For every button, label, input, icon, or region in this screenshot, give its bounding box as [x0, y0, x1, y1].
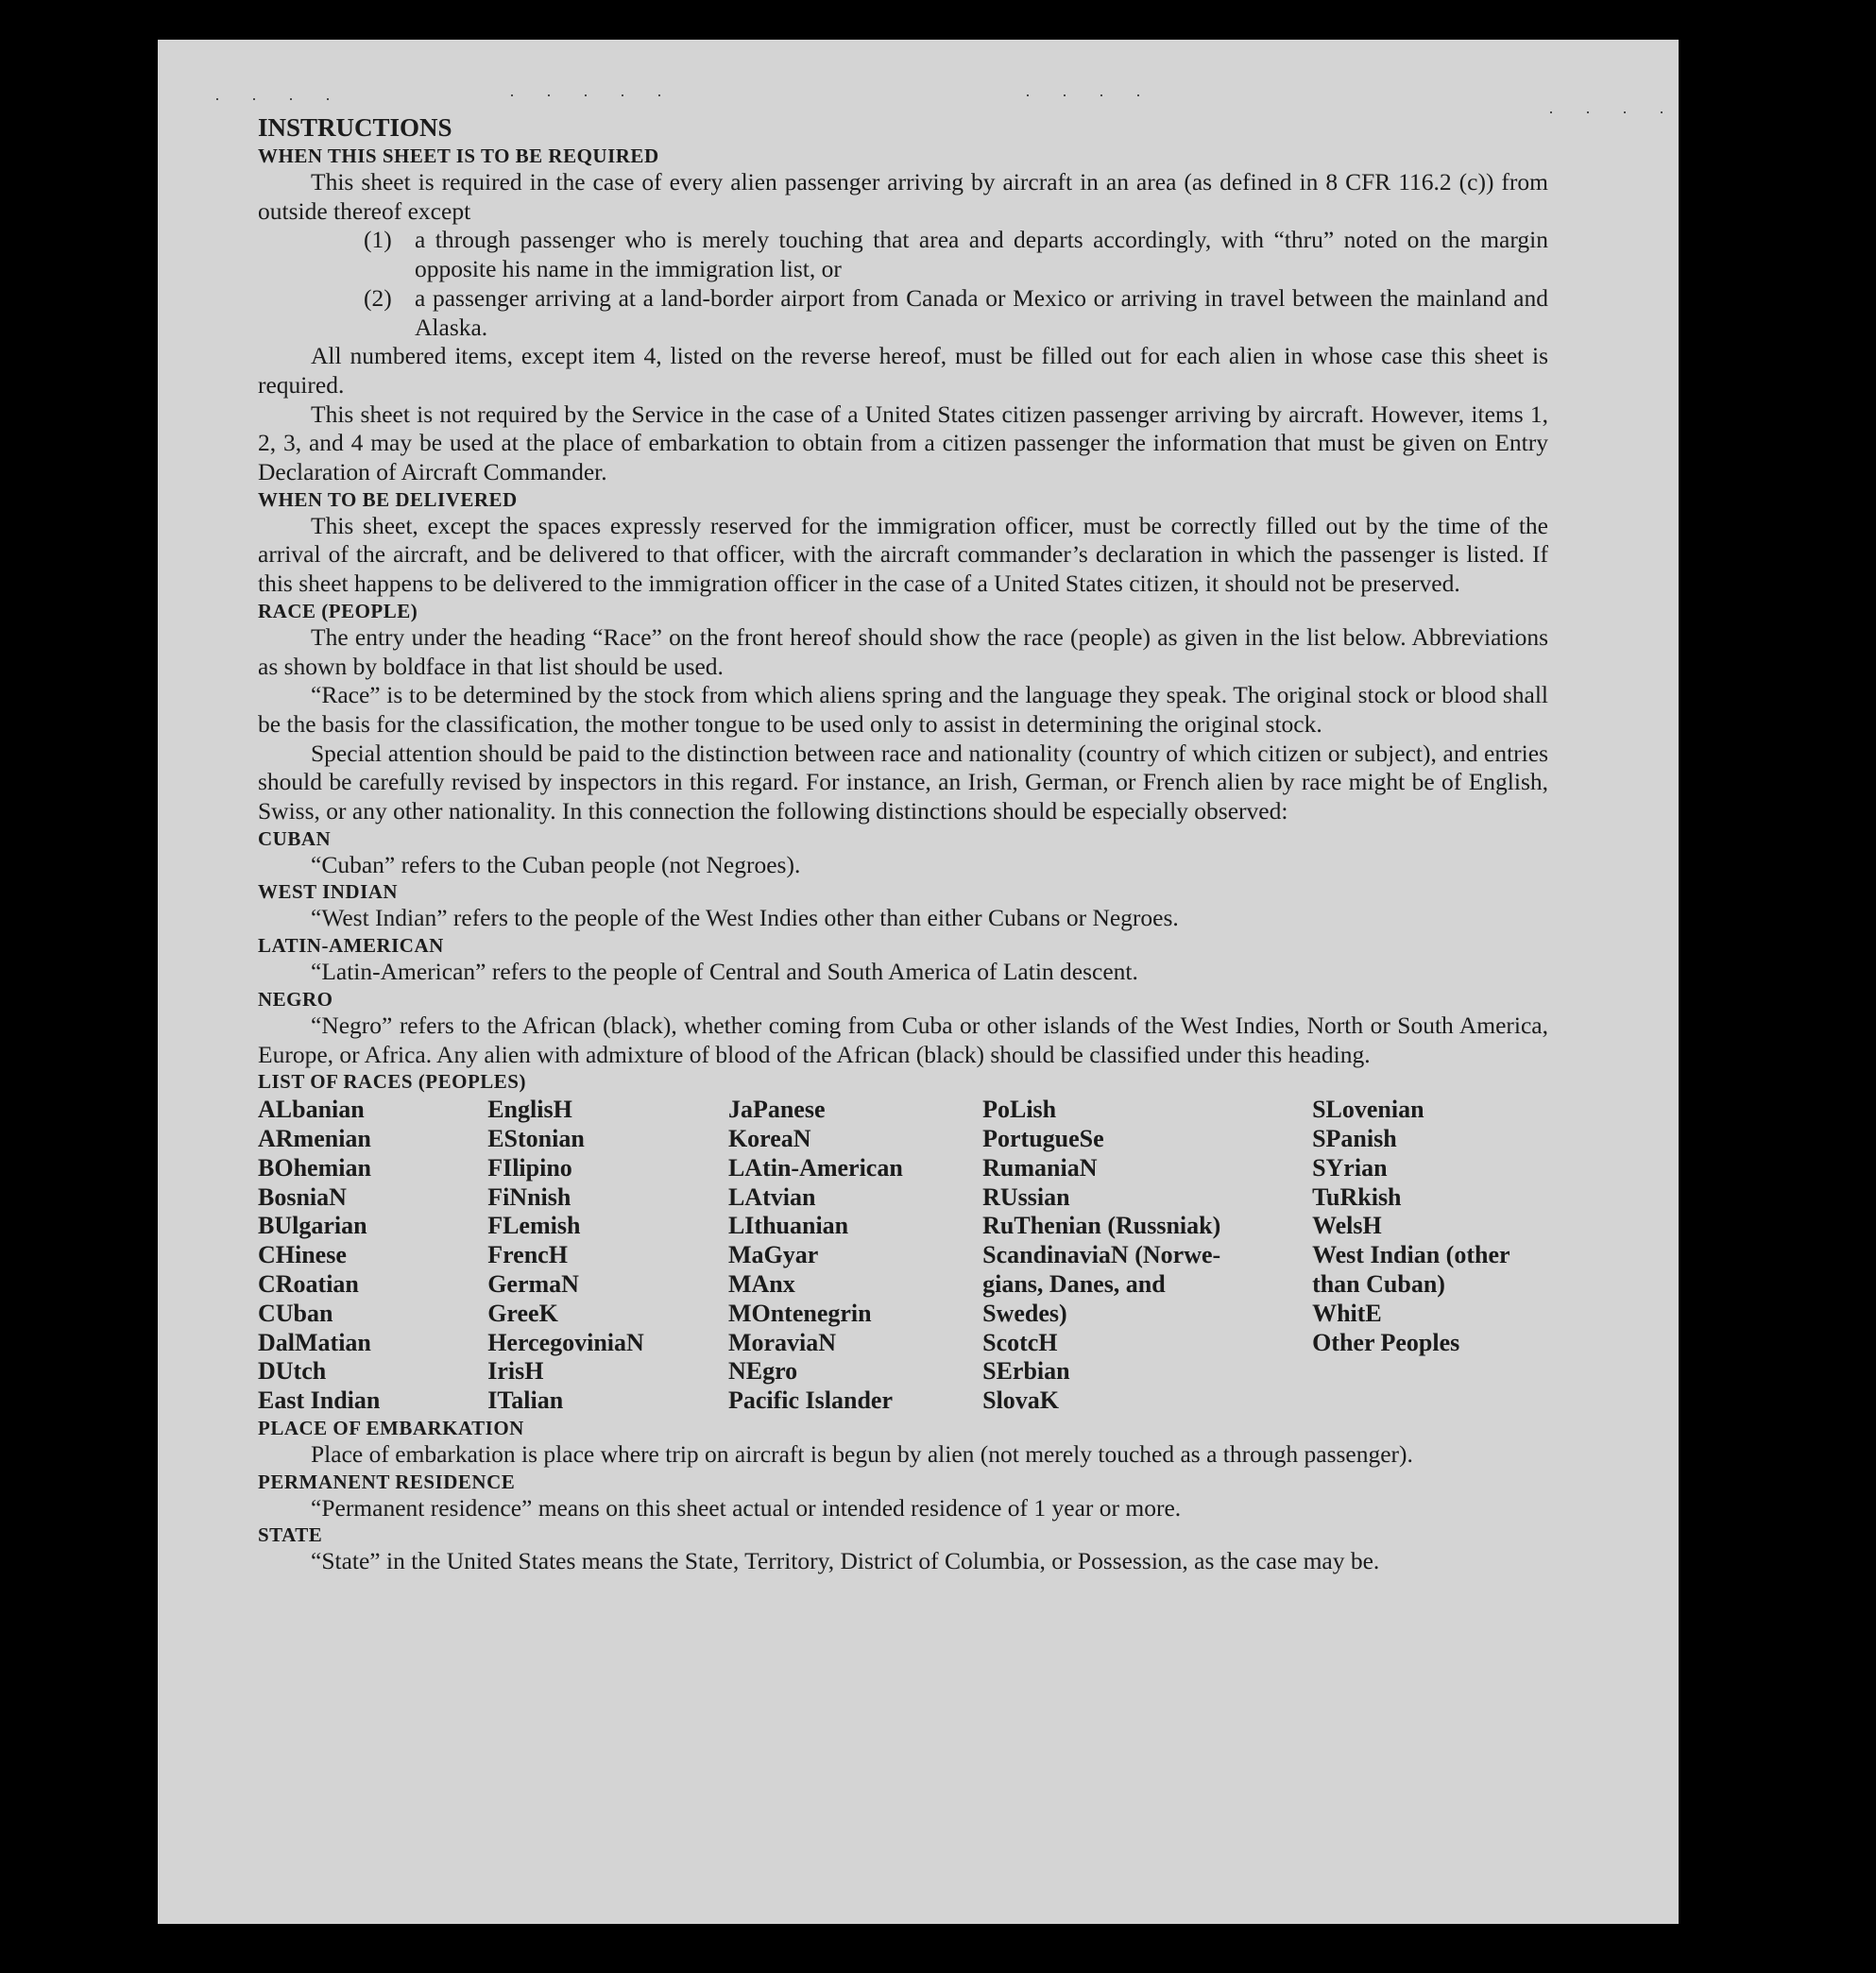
race-entry: GreeK — [487, 1299, 558, 1327]
race-entry: BOhemian — [258, 1153, 371, 1182]
race-entry: ALbanian — [258, 1096, 365, 1124]
race-entry: LAtin-American — [727, 1153, 903, 1182]
race-entry: FrencH — [487, 1241, 568, 1269]
race-entry: TuRkish — [1312, 1182, 1402, 1211]
race-entry: CHinese — [258, 1241, 347, 1269]
race-entry: MOntenegrin — [727, 1299, 872, 1327]
races-list — [258, 1096, 1548, 1416]
west-indian-paragraph: “West Indian” refers to the people of the West Indies other than either Cubans or Negroes. — [311, 904, 1179, 932]
race-entry: DUtch — [258, 1357, 327, 1386]
race-entry: GermaN — [487, 1270, 579, 1299]
embarkation-paragraph: Place of embarkation is place where trip on aircraft is begun by alien (not merely touched as a through passenger). — [311, 1440, 1413, 1469]
section-heading-embarkation: PLACE OF EMBARKATION — [258, 1417, 524, 1440]
section-heading-state: STATE — [258, 1523, 323, 1547]
race-entry: ARmenian — [258, 1125, 371, 1153]
race-entry: PortugueSe — [982, 1125, 1104, 1153]
document-sheet — [158, 40, 1679, 1924]
cuban-paragraph: “Cuban” refers to the Cuban people (not Negroes). — [311, 850, 801, 878]
negro-paragraph: “Negro” refers to the African (black), whether coming from Cuba or other islands of the West Indies, North or South America, Europe, or Africa. Any alien with admixture of blood of the African (black) should be classified under this heading. — [258, 1011, 1548, 1068]
races-column-3 — [728, 1096, 982, 1416]
race-paragraph-3: Special attention should be paid to the distinction between race and nationality (country of which citizen or subject), and entries should be carefully revised by inspectors in this regard. For instance, an Irish, German, or French alien by race might be of English, Swiss, or any other nationality. In this connection the following distinctions should be especially observed: — [258, 739, 1548, 825]
race-entry: East Indian — [258, 1386, 381, 1415]
race-entry: EnglisH — [487, 1096, 572, 1124]
section-heading-list-of-races: LIST OF RACES (PEOPLES) — [258, 1070, 526, 1094]
perforation-marks-mid: · · · · · — [509, 85, 675, 104]
race-entry: JaPanese — [727, 1096, 826, 1124]
race-entry: LIthuanian — [727, 1212, 849, 1240]
perforation-marks-right: · · · · — [1548, 102, 1678, 121]
race-entry: KoreaN — [727, 1125, 811, 1153]
section-heading-delivered: WHEN TO BE DELIVERED — [258, 487, 518, 511]
instructions-text — [258, 111, 1548, 1576]
race-paragraph-2: “Race” is to be determined by the stock from which aliens spring and the language they speak. The original stock or blood shall be the basis for the classification, the mother tongue to be used only to assist in determining the original stock. — [258, 681, 1548, 738]
state-paragraph: “State” in the United States means the State, Territory, District of Columbia, or Possession, as the case may be. — [311, 1547, 1380, 1575]
race-entry: FIlipino — [487, 1153, 572, 1182]
delivered-paragraph: This sheet, except the spaces expressly reserved for the immigration officer, must be correctly filled out by the time of the arrival of the aircraft, and be delivered to that officer, with the aircraft commander’s declaration in which the passenger is listed. If this sheet happens to be delivered to the immigration officer in the case of a United States citizen, it should not be preserved. — [258, 511, 1548, 598]
perforation-marks-left: · · · · — [214, 89, 344, 108]
race-entry: FLemish — [487, 1212, 581, 1240]
race-entry: ScandinaviaN (Norwe- gians, Danes, and Swedes) — [982, 1241, 1221, 1327]
race-entry: EStonian — [487, 1125, 585, 1153]
section-heading-negro: NEGRO — [258, 987, 333, 1011]
exception-item-2 — [258, 284, 1548, 342]
race-entry: RUssian — [982, 1182, 1070, 1211]
race-entry: WelsH — [1312, 1212, 1382, 1240]
race-entry: MaGyar — [727, 1241, 819, 1269]
residence-paragraph: “Permanent residence” means on this sheet actual or intended residence of 1 year or more. — [311, 1493, 1182, 1522]
races-column-5 — [1312, 1096, 1548, 1416]
race-entry: FiNnish — [487, 1182, 571, 1211]
section-heading-west-indian: WEST INDIAN — [258, 880, 399, 904]
latin-american-paragraph: “Latin-American” refers to the people of Central and South America of Latin descent. — [311, 958, 1138, 986]
race-entry: BosniaN — [258, 1182, 347, 1211]
race-entry: Pacific Islander — [727, 1386, 893, 1415]
race-entry: Other Peoples — [1312, 1328, 1460, 1356]
race-entry: HercegoviniaN — [487, 1328, 644, 1356]
section-heading-race: RACE (PEOPLE) — [258, 599, 418, 622]
races-column-2 — [487, 1096, 728, 1416]
section-heading-latin-american: LATIN-AMERICAN — [258, 934, 444, 958]
race-entry: SLovenian — [1312, 1096, 1424, 1124]
race-entry: ITalian — [487, 1386, 564, 1415]
races-column-4 — [982, 1096, 1312, 1416]
perforation-marks-center: · · · · — [1025, 85, 1154, 104]
section-heading-cuban: CUBAN — [258, 826, 332, 850]
race-entry: RumaniaN — [982, 1153, 1098, 1182]
race-entry: CUban — [258, 1299, 333, 1327]
exception-item-1 — [258, 226, 1548, 283]
race-entry: BUlgarian — [258, 1212, 367, 1240]
race-entry: NEgro — [727, 1357, 798, 1386]
race-entry: ScotcH — [982, 1328, 1058, 1356]
numbered-items-paragraph: All numbered items, except item 4, listed on the reverse hereof, must be filled out for each alien in whose case this sheet is required. — [258, 342, 1548, 399]
races-column-1 — [258, 1096, 487, 1416]
race-entry: SlovaK — [982, 1386, 1060, 1415]
exception-text: a passenger arriving at a land-border airport from Canada or Mexico or arriving in travel between the mainland and Alaska. — [415, 283, 1548, 341]
race-entry: SErbian — [982, 1357, 1070, 1386]
race-entry: WhitE — [1312, 1299, 1382, 1327]
race-entry: CRoatian — [258, 1270, 359, 1299]
exception-text: a through passenger who is merely touching that area and departs accordingly, with “thru” noted on the margin opposite his name in the immigration list, or — [415, 226, 1548, 283]
race-entry: MAnx — [727, 1270, 795, 1299]
race-entry: RuThenian (Russniak) — [982, 1212, 1221, 1240]
race-entry: DalMatian — [258, 1328, 371, 1356]
race-entry: West Indian (other than Cuban) — [1312, 1241, 1510, 1299]
race-entry: SYrian — [1312, 1153, 1388, 1182]
page-title: INSTRUCTIONS — [258, 113, 452, 142]
race-entry: IrisH — [487, 1357, 544, 1386]
citizen-paragraph: This sheet is not required by the Service in the case of a United States citizen passenger arriving by aircraft. However, items 1, 2, 3, and 4 may be used at the place of embarkation to obtain from a citizen passenger the information that must be given on Entry Declaration of Aircraft Commander. — [258, 400, 1548, 486]
exception-number: (1) — [364, 226, 392, 254]
section-heading-when-required: WHEN THIS SHEET IS TO BE REQUIRED — [258, 145, 659, 167]
race-entry: MoraviaN — [727, 1328, 837, 1356]
section-heading-residence: PERMANENT RESIDENCE — [258, 1470, 516, 1493]
race-entry: SPanish — [1312, 1125, 1397, 1153]
race-entry: PoLish — [982, 1096, 1057, 1124]
race-entry: LAtvian — [727, 1182, 816, 1211]
race-paragraph-1: The entry under the heading “Race” on the front hereof should show the race (people) as given in the list below. Abbreviations as shown by boldface in that list should be used. — [258, 622, 1548, 680]
when-required-intro: This sheet is required in the case of every alien passenger arriving by aircraft in an area (as defined in 8 CFR 116.2 (c)) from outside thereof except — [258, 168, 1548, 225]
exception-number: (2) — [364, 283, 392, 312]
